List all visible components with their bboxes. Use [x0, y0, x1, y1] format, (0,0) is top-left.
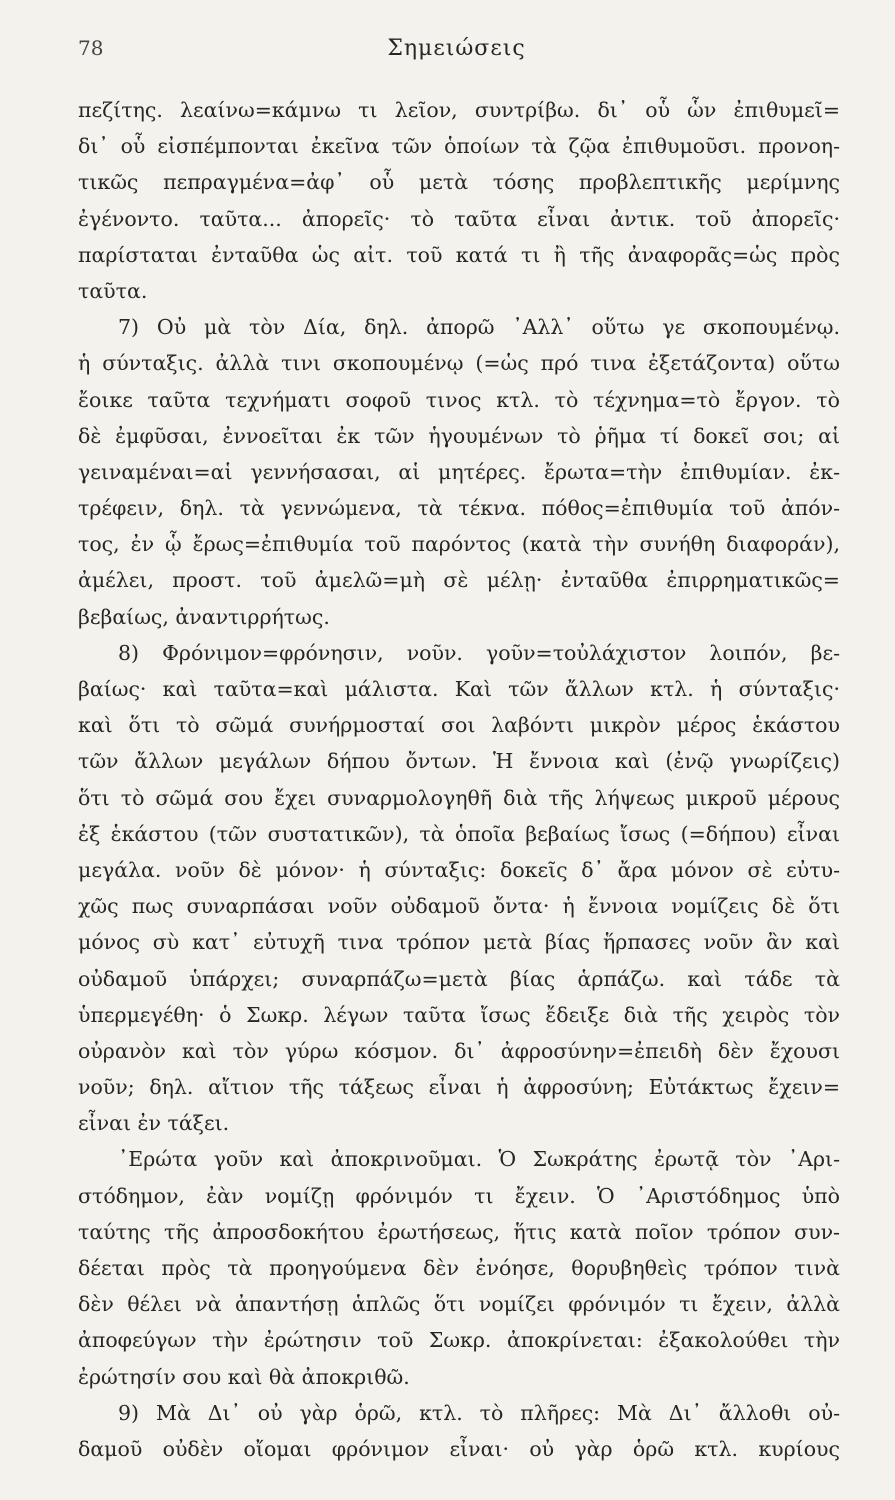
- text-line: ἡ σύνταξις. ἀλλὰ τινι σκοπουμένῳ (=ὡς πρό τινα ἐξετάζοντα) οὕτω: [78, 351, 840, 376]
- text-line: ἔοικε ταῦτα τεχνήματι σοφοῦ τινος κτλ. τὸ τέχνημα=τὸ ἔργον. τὸ: [78, 387, 840, 412]
- text-line: 9) Μὰ Δι᾿ οὐ γὰρ ὁρῶ, κτλ. τὸ πλῆρες: Μὰ Δι᾿ ἄλλοθι οὐ-: [118, 1400, 840, 1425]
- text-line: μόνος σὺ κατ᾿ εὐτυχῆ τινα τρόπον μετὰ βίας ἥρπασες νοῦν ἂν καὶ: [78, 930, 840, 955]
- text-line: δαμοῦ οὐδὲν οἴομαι φρόνιμον εἶναι· οὐ γὰρ ὁρῶ κτλ. κυρίους: [78, 1436, 840, 1461]
- text-line: ᾿Ερώτα γοῦν καὶ ἀποκρινοῦμαι. Ὁ Σωκράτης ἐρωτᾷ τὸν ᾿Αρι-: [118, 1147, 840, 1172]
- text-line: καὶ ὅτι τὸ σῶμά συνήρμοσταί σοι λαβόντι μικρὸν μέρος ἑκάστου: [78, 713, 840, 738]
- text-line: ἐξ ἑκάστου (τῶν συστατικῶν), τὰ ὁποῖα βεβαίως ἴσως (=δήπου) εἶναι: [78, 821, 840, 846]
- text-line: ταῦτα.: [78, 278, 148, 303]
- text-line: νοῦν; δηλ. αἴτιον τῆς τάξεως εἶναι ἡ ἀφροσύνη; Εὐτάκτως ἔχειν=: [78, 1075, 840, 1100]
- text-line: δὲν θέλει νὰ ἀπαντήσῃ ἁπλῶς ὅτι νομίζει φρόνιμόν τι ἔχειν, ἀλλὰ: [78, 1292, 840, 1317]
- text-line: βαίως· καὶ ταῦτα=καὶ μάλιστα. Καὶ τῶν ἄλλων κτλ. ἡ σύνταξις·: [78, 677, 840, 701]
- text-line: οὐδαμοῦ ὑπάρχει; συναρπάζω=μετὰ βίας ἁρπάζω. καὶ τάδε τὰ: [78, 966, 840, 991]
- text-line: γειναμέναι=αἱ γεννήσασαι, αἱ μητέρες. ἔρωτα=τὴν ἐπιθυμίαν. ἐκ-: [78, 459, 840, 484]
- text-line: δέεται πρὸς τὰ προηγούμενα δὲν ἐνόησε, θορυβηθεὶς τρόπον τινὰ: [78, 1256, 840, 1280]
- text-line: δὲ ἐμφῦσαι, ἐννοεῖται ἐκ τῶν ἡγουμένων τὸ ῥῆμα τί δοκεῖ σοι; αἱ: [78, 423, 840, 448]
- text-line: ἐγένοντο. ταῦτα... ἀπορεῖς· τὸ ταῦτα εἶναι ἀντικ. τοῦ ἀπορεῖς·: [78, 206, 840, 231]
- text-line: ὅτι τὸ σῶμά σου ἔχει συναρμολογηθῆ διὰ τῆς λήψεως μικροῦ μέρους: [78, 785, 840, 810]
- text-line: ἐρώτησίν σου καὶ θὰ ἀποκριθῶ.: [78, 1364, 410, 1389]
- text-line: παρίσταται ἐνταῦθα ὡς αἰτ. τοῦ κατά τι ἢ τῆς ἀναφορᾶς=ὡς πρὸς: [78, 242, 840, 267]
- running-head-title: Σημειώσεις: [387, 36, 526, 61]
- text-line: 8) Φρόνιμον=φρόνησιν, νοῦν. γοῦν=τοὐλάχιστον λοιπόν, βε-: [118, 640, 840, 665]
- page-body: [78, 92, 840, 1467]
- page-header: [78, 36, 835, 66]
- text-line: χῶς πως συναρπάσαι νοῦν οὐδαμοῦ ὄντα· ἡ ἔννοια νομίζεις δὲ ὅτι: [78, 894, 840, 919]
- text-line: ἀμέλει, προστ. τοῦ ἀμελῶ=μὴ σὲ μέλῃ· ἐνταῦθα ἐπιρρηματικῶς=: [78, 568, 840, 593]
- text-line: μεγάλα. νοῦν δὲ μόνον· ἡ σύνταξις: δοκεῖς δ᾿ ἄρα μόνον σὲ εὐτυ-: [78, 857, 840, 882]
- text-line: τος, ἐν ᾧ ἔρως=ἐπιθυμία τοῦ παρόντος (κατὰ τὴν συνήθη διαφοράν),: [78, 532, 840, 557]
- text-line: τρέφειν, δηλ. τὰ γεννώμενα, τὰ τέκνα. πόθος=ἐπιθυμία τοῦ ἀπόν-: [78, 496, 840, 521]
- text-line: ταύτης τῆς ἀπροσδοκήτου ἐρωτήσεως, ἥτις κατὰ ποῖον τρόπον συν-: [78, 1219, 840, 1244]
- text-line: εἶναι ἐν τάξει.: [78, 1111, 230, 1136]
- text-line: βεβαίως, ἀναντιρρήτως.: [78, 604, 330, 629]
- text-line: πεζίτης. λεαίνω=κάμνω τι λεῖον, συντρίβω. δι᾿ οὗ ὧν ἐπιθυμεῖ=: [78, 98, 840, 122]
- text-line: στόδημον, ἐὰν νομίζῃ φρόνιμόν τι ἔχειν. Ὁ ᾿Αριστόδημος ὑπὸ: [78, 1183, 840, 1208]
- text-line: τικῶς πεπραγμένα=ἀφ᾿ οὗ μετὰ τόσης προβλεπτικῆς μερίμνης: [78, 170, 840, 195]
- text-line: οὐρανὸν καὶ τὸν γύρω κόσμον. δι᾿ ἀφροσύνην=ἐπειδὴ δὲν ἔχουσι: [78, 1038, 840, 1063]
- text-line: τῶν ἄλλων μεγάλων δήπου ὄντων. Ἡ ἔννοια καὶ (ἐνῷ γνωρίζεις): [78, 749, 840, 774]
- text-line: δι᾿ οὗ εἰσπέμπονται ἐκεῖνα τῶν ὁποίων τὰ ζῷα ἐπιθυμοῦσι. προνοη-: [78, 134, 840, 159]
- text-line: ἀποφεύγων τὴν ἐρώτησιν τοῦ Σωκρ. ἀποκρίνεται: ἐξακολούθει τὴν: [78, 1328, 840, 1353]
- text-line: 7) Οὐ μὰ τὸν Δία, δηλ. ἀπορῶ ᾿Αλλ᾿ οὕτω γε σκοπουμένῳ.: [118, 315, 840, 340]
- text-line: ὑπερμεγέθη· ὁ Σωκρ. λέγων ταῦτα ἴσως ἔδειξε διὰ τῆς χειρὸς τὸν: [78, 1002, 840, 1027]
- page-number: 78: [78, 36, 104, 60]
